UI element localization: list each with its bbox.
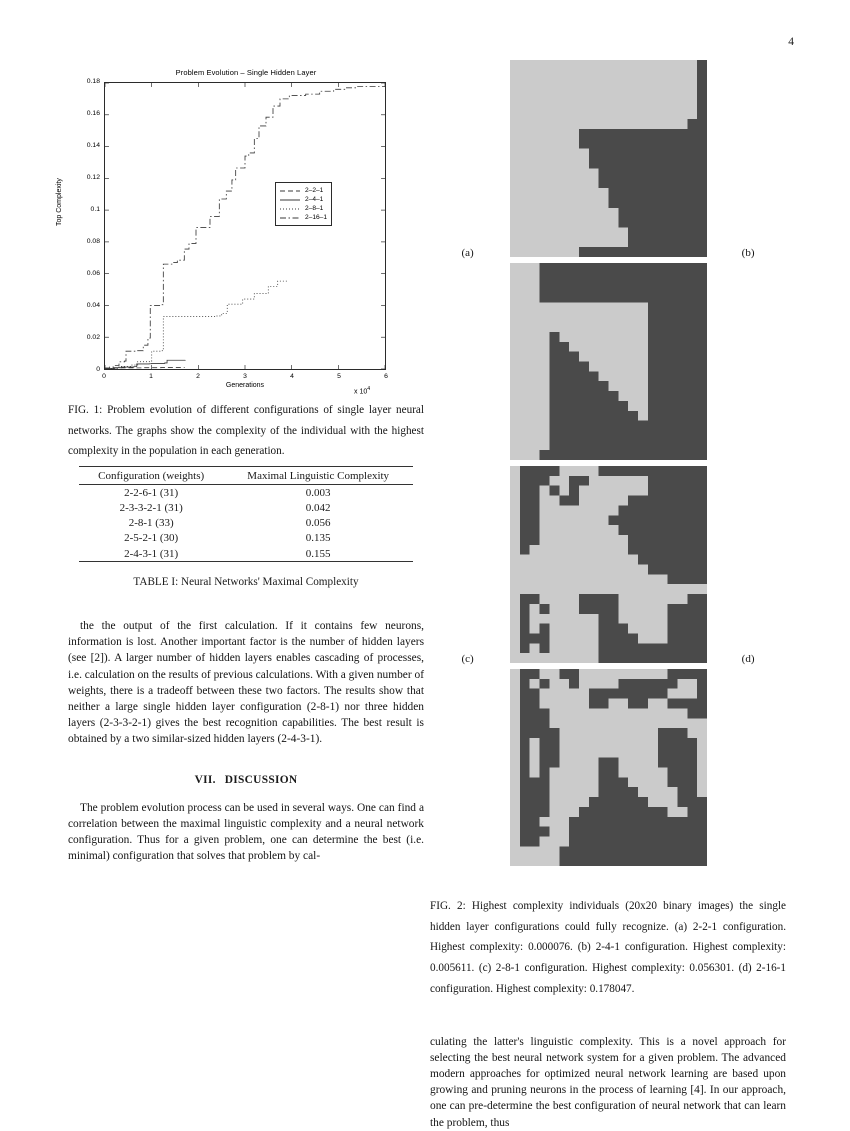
- table-cell-complexity: 0.003: [305, 486, 331, 499]
- table-cell-complexity: 0.042: [305, 501, 331, 514]
- right-body-paragraph-1: culating the latter's linguistic complexity. This is a novel approach for selecting the best neural network system for a given problem. The advanced modern approaches for optimized neural network learning are based upon growing and pruning neurons in the process of learning [4]. In our approach, one can pre-determine the best configuration of neural network that can learn the problem, thus: [430, 1035, 786, 1129]
- legend-line-swatch: [279, 196, 301, 204]
- chart-y-tick-label: 0: [96, 366, 100, 373]
- chart-y-axis-label: Top Complexity: [56, 178, 63, 226]
- page-number: 4: [788, 36, 794, 48]
- binary-image-panel: [461, 60, 755, 259]
- table-row: [79, 500, 413, 515]
- table-row: [79, 485, 413, 501]
- legend-line-swatch: [279, 187, 301, 195]
- chart-x-tick-label: 2: [196, 373, 200, 380]
- binary-image-panel: [510, 669, 707, 866]
- legend-line-swatch: [279, 214, 301, 222]
- section-title: DISCUSSION: [224, 773, 298, 786]
- legend-row[interactable]: [279, 213, 327, 222]
- x-multiplier-exponent: 4: [367, 386, 371, 392]
- chart-y-tick-label: 0.12: [86, 174, 100, 181]
- figure-1-caption: FIG. 1: Problem evolution of different configurations of single layer neural networks. The graphs show the complexity of the individual with the highest complexity in the population in each generation.: [68, 404, 424, 458]
- figure-1: [56, 60, 424, 400]
- table-header-config: Configuration (weights): [79, 467, 223, 485]
- chart-y-tick-label: 0.14: [86, 142, 100, 149]
- legend-line-swatch: [279, 205, 301, 213]
- table-cell-config: 2-3-3-2-1 (31): [119, 501, 183, 514]
- chart-x-tick-label: 6: [384, 373, 388, 380]
- chart-y-tick-label: 0.02: [86, 334, 100, 341]
- legend-label: 2–8–1: [305, 205, 324, 212]
- table-cell-config: 2-2-6-1 (31): [124, 486, 179, 499]
- section-number: VII.: [194, 773, 216, 786]
- chart-series-2-4-1: [105, 360, 185, 368]
- section-heading-discussion: [68, 774, 424, 786]
- binary-image-panel: [510, 263, 707, 460]
- chart-x-axis-label: Generations: [225, 382, 265, 389]
- chart-y-tick-label: 0.16: [86, 110, 100, 117]
- chart-y-tick-label: 0.18: [86, 78, 100, 85]
- table-row: [79, 546, 413, 562]
- table-row: [79, 531, 413, 546]
- table-header-row: [79, 467, 413, 485]
- chart-series-2-8-1: [105, 280, 287, 369]
- table-cell-config: 2-8-1 (33): [128, 517, 174, 530]
- x-multiplier-base: x 10: [354, 388, 368, 396]
- panel-label-right: (d): [741, 653, 755, 665]
- table-1: [79, 466, 413, 562]
- table-cell-complexity: 0.155: [223, 546, 413, 562]
- chart-title: Problem Evolution – Single Hidden Layer: [175, 68, 317, 77]
- legend-label: 2–16–1: [305, 214, 328, 221]
- chart-x-tick-label: 1: [149, 373, 153, 380]
- table-1-caption: TABLE I: Neural Networks' Maximal Complexity: [133, 576, 359, 589]
- figure-2-caption: FIG. 2: Highest complexity individuals (20x20 binary images) the single hidden layer configurations could fully recognize. (a) 2-2-1 configuration. Highest complexity: 0.000076. (b) 2-4-1 configuration. Highest complexity: 0.005611. (c) 2-8-1 configuration. Highest complexity: 0.056301. (d) 2-16-1 configuration. Highest complexity: 0.178047.: [430, 900, 786, 995]
- table-cell-complexity: 0.135: [305, 532, 331, 545]
- chart-x-tick-label: 4: [290, 373, 294, 380]
- legend-label: 2–4–1: [305, 196, 324, 203]
- chart-series-canvas: [105, 83, 385, 369]
- table-header-complexity: Maximal Linguistic Complexity: [223, 467, 413, 485]
- chart-series-2-16-1: [105, 86, 385, 368]
- chart-x-multiplier: [354, 386, 370, 395]
- chart-y-tick-label: 0.04: [86, 302, 100, 309]
- panel-label-left: (a): [461, 247, 474, 259]
- chart-x-tick-label: 3: [243, 373, 247, 380]
- left-body-paragraph-1: the the output of the first calculation. If it contains few neurons, information is lost. Another important factor is the number of hidden layers (see [2]). A larger number of hidden layers enables cascading of processes, i.e. calculation on the results of previous calculations. With a given number of weights, there is a tradeoff between these two factors. The results show that neither a large single hidden layer configuration (2-8-1) nor three hidden layers (2-3-3-2-1) gives the best recognition capabilities. The best result is obtained by a two similar-sized hidden layers (2-4-3-1).: [68, 620, 424, 746]
- chart-y-tick-label: 0.08: [86, 238, 100, 245]
- chart-x-tick-label: 5: [337, 373, 341, 380]
- right-column: [430, 60, 786, 1131]
- legend-label: 2–2–1: [305, 187, 324, 194]
- panel-label-right: (b): [741, 247, 755, 259]
- table-row: [79, 516, 413, 531]
- chart-y-tick-label: 0.1: [90, 206, 100, 213]
- left-body-paragraph-2: The problem evolution process can be used in several ways. One can find a correlation between the maximal linguistic complexity and a neural network configuration. Thus for a given problem, one can determine the best (i.e. minimal) configuration that solves that problem by cal-: [68, 801, 424, 863]
- left-column: [56, 60, 424, 864]
- chart-x-tick-label: 0: [102, 373, 106, 380]
- table-1-wrap: [68, 466, 424, 588]
- binary-image-panel: [461, 466, 755, 665]
- legend-row[interactable]: [279, 186, 327, 195]
- chart-legend[interactable]: [275, 182, 332, 226]
- table-cell-config: 2-5-2-1 (30): [124, 532, 179, 545]
- legend-row[interactable]: [279, 204, 327, 213]
- table-cell-config: 2-4-3-1 (31): [79, 546, 223, 562]
- table-1-body: [79, 485, 413, 562]
- chart-plot-area: [104, 82, 386, 370]
- legend-row[interactable]: [279, 195, 327, 204]
- panel-label-left: (c): [461, 653, 474, 665]
- figure-2-panels: [430, 60, 786, 866]
- table-cell-complexity: 0.056: [305, 517, 331, 530]
- table-1-head: [79, 467, 413, 485]
- chart-y-tick-label: 0.06: [86, 270, 100, 277]
